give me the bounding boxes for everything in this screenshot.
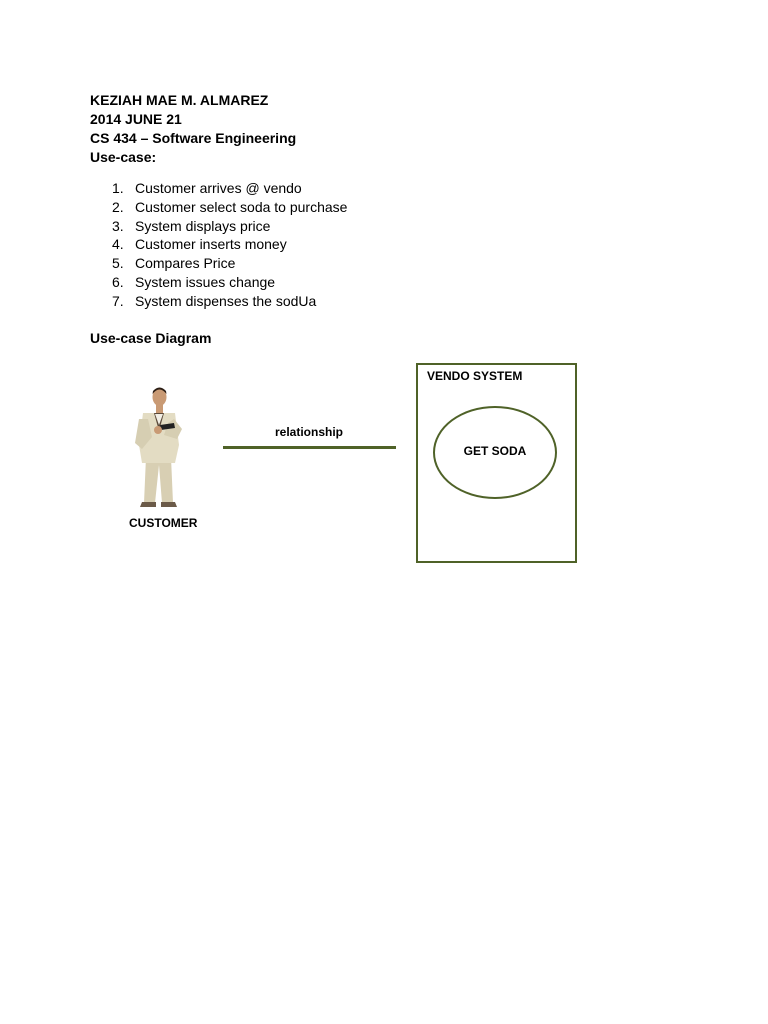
relationship-label: relationship	[275, 425, 344, 439]
step-number: 2.	[112, 198, 124, 215]
list-item	[112, 254, 347, 273]
step-text: System displays price	[135, 217, 271, 234]
course-title: CS 434 – Software Engineering	[90, 130, 297, 146]
step-number: 7.	[112, 292, 124, 309]
use-case-label: GET SODA	[463, 444, 527, 458]
step-number: 6.	[112, 273, 124, 290]
document-date: 2014 JUNE 21	[90, 111, 182, 127]
actor-label: CUSTOMER	[129, 516, 198, 530]
step-text: Customer select soda to purchase	[135, 198, 348, 215]
customer-actor-image	[128, 385, 192, 509]
use-case-steps-list	[112, 179, 347, 311]
step-text: Customer arrives @ vendo	[135, 180, 302, 196]
list-item	[112, 217, 347, 236]
author-name: KEZIAH MAE M. ALMAREZ	[90, 92, 269, 108]
step-number: 1.	[112, 180, 124, 196]
list-item	[112, 292, 347, 311]
step-text: System issues change	[135, 273, 276, 290]
step-number: 4.	[112, 236, 124, 253]
list-item	[112, 179, 347, 198]
step-text: Customer inserts money	[135, 236, 287, 253]
list-item	[112, 198, 347, 217]
relationship-line	[223, 446, 396, 449]
diagram-heading: Use-case Diagram	[90, 330, 212, 346]
list-item	[112, 273, 347, 292]
step-text: System dispenses the sodUa	[135, 292, 317, 309]
list-item	[112, 235, 347, 254]
step-number: 3.	[112, 217, 124, 234]
system-label: VENDO SYSTEM	[427, 369, 523, 383]
step-number: 5.	[112, 255, 124, 272]
use-case-heading: Use-case:	[90, 149, 157, 165]
step-text: Compares Price	[135, 255, 236, 272]
